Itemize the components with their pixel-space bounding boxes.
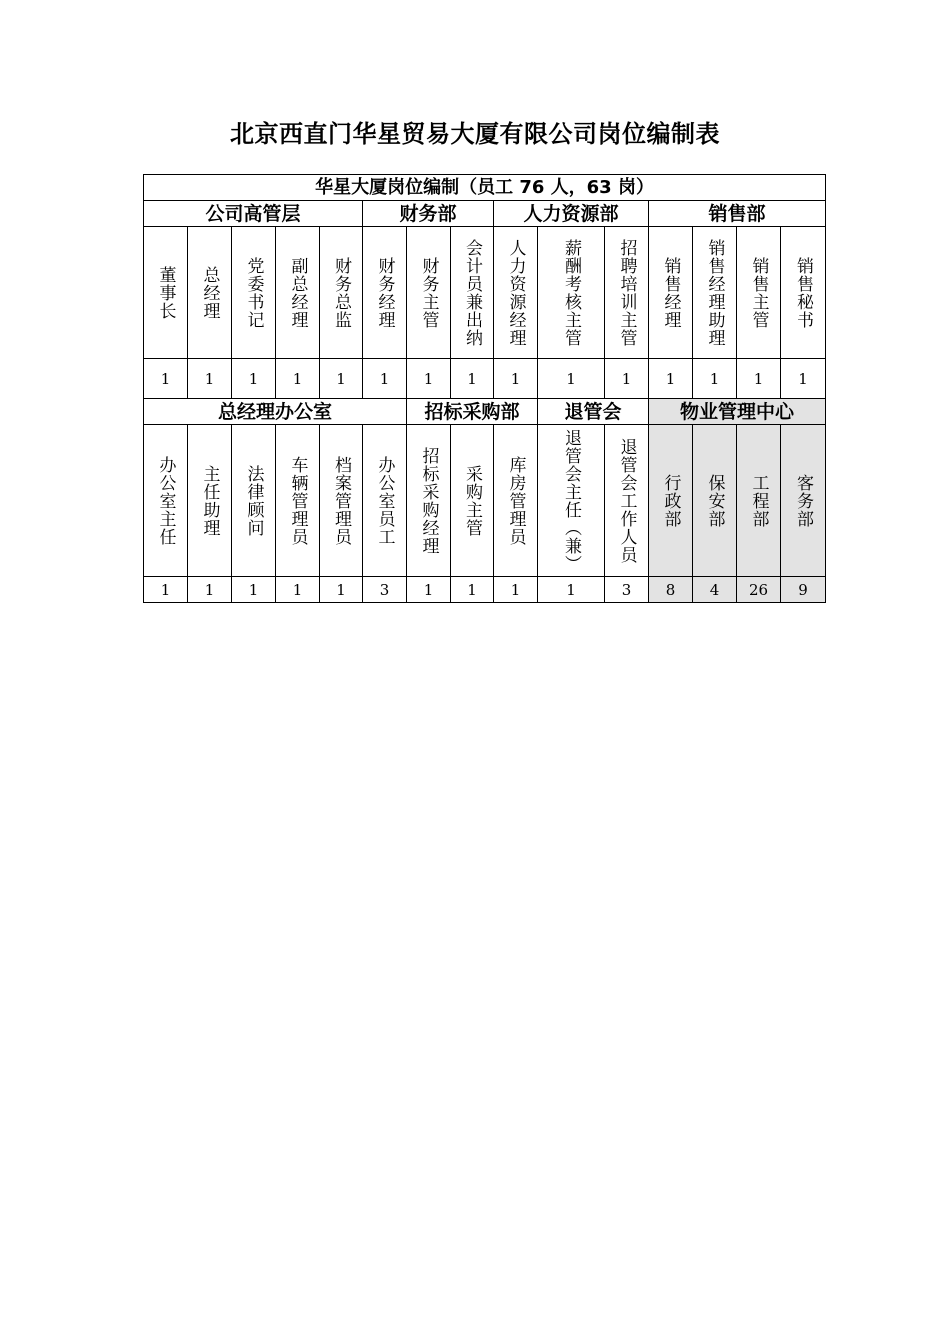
position-label: 董事长 bbox=[155, 265, 176, 320]
headcount-cell: 1 bbox=[407, 577, 451, 603]
headcount-cell: 1 bbox=[232, 359, 276, 399]
headcount-cell: 1 bbox=[188, 577, 232, 603]
headcount-cell: 1 bbox=[693, 359, 737, 399]
position-label: 总经理 bbox=[199, 265, 220, 320]
headcount-cell: 9 bbox=[781, 577, 826, 603]
group-header: 总经理办公室 bbox=[144, 399, 407, 425]
headcount-cell: 1 bbox=[649, 359, 693, 399]
position-label: 招标采购经理 bbox=[418, 446, 439, 555]
position-label: 招聘培训主管 bbox=[616, 238, 637, 347]
section1-group-row bbox=[144, 201, 826, 227]
position-label: 法律顾问 bbox=[243, 464, 264, 537]
headcount-cell: 1 bbox=[451, 359, 494, 399]
group-header: 退管会 bbox=[538, 399, 649, 425]
position-label: 会计员兼出纳 bbox=[462, 238, 482, 347]
position-label: 副总经理 bbox=[287, 256, 308, 329]
headcount-cell: 1 bbox=[494, 577, 538, 603]
headcount-cell: 26 bbox=[737, 577, 781, 603]
headcount-cell: 1 bbox=[144, 359, 188, 399]
position-label: 薪酬考核主管 bbox=[561, 238, 581, 347]
position-label: 销售经理 bbox=[660, 256, 681, 329]
position-label: 销售主管 bbox=[748, 256, 769, 329]
position-label: 客务部 bbox=[793, 473, 814, 528]
group-header: 财务部 bbox=[363, 201, 494, 227]
headcount-cell: 1 bbox=[781, 359, 826, 399]
headcount-cell: 1 bbox=[320, 359, 363, 399]
position-label: 工程部 bbox=[748, 473, 769, 528]
headcount-cell: 1 bbox=[538, 577, 605, 603]
headcount-cell: 1 bbox=[232, 577, 276, 603]
headcount-cell: 1 bbox=[737, 359, 781, 399]
headcount-cell: 4 bbox=[693, 577, 737, 603]
headcount-cell: 1 bbox=[363, 359, 407, 399]
caption-row bbox=[144, 175, 826, 201]
position-label: 财务经理 bbox=[374, 256, 395, 329]
document-title: 北京西直门华星贸易大厦有限公司岗位编制表 bbox=[230, 120, 720, 148]
position-label: 销售秘书 bbox=[793, 256, 814, 329]
group-header: 销售部 bbox=[649, 201, 826, 227]
headcount-cell: 1 bbox=[605, 359, 649, 399]
section2-position-row bbox=[144, 425, 826, 577]
position-label: 销售经理助理 bbox=[704, 238, 725, 347]
position-label: 退管会主任（兼） bbox=[561, 428, 581, 573]
group-header: 公司高管层 bbox=[144, 201, 363, 227]
headcount-cell: 1 bbox=[538, 359, 605, 399]
headcount-cell: 8 bbox=[649, 577, 693, 603]
position-label: 主任助理 bbox=[199, 464, 220, 537]
position-label: 车辆管理员 bbox=[287, 455, 308, 546]
position-label: 退管会工作人员 bbox=[616, 437, 637, 564]
headcount-cell: 3 bbox=[363, 577, 407, 603]
position-label: 财务总监 bbox=[331, 256, 351, 329]
staffing-table bbox=[143, 174, 826, 603]
position-label: 人力资源经理 bbox=[505, 238, 526, 347]
group-header: 人力资源部 bbox=[494, 201, 649, 227]
section2-group-row bbox=[144, 399, 826, 425]
headcount-cell: 1 bbox=[276, 577, 320, 603]
section2-count-row bbox=[144, 577, 826, 603]
position-label: 库房管理员 bbox=[505, 455, 526, 546]
group-header: 招标采购部 bbox=[407, 399, 538, 425]
position-label: 行政部 bbox=[660, 473, 681, 528]
headcount-cell: 1 bbox=[451, 577, 494, 603]
position-label: 办公室主任 bbox=[155, 455, 176, 546]
headcount-cell: 1 bbox=[320, 577, 363, 603]
position-label: 采购主管 bbox=[462, 464, 482, 537]
table-caption: 华星大厦岗位编制（员工 76 人，63 岗） bbox=[144, 175, 826, 201]
position-label: 保安部 bbox=[704, 473, 725, 528]
position-label: 党委书记 bbox=[243, 256, 264, 329]
position-label: 档案管理员 bbox=[331, 455, 351, 546]
position-label: 财务主管 bbox=[418, 256, 439, 329]
headcount-cell: 1 bbox=[144, 577, 188, 603]
group-header: 物业管理中心 bbox=[649, 399, 826, 425]
headcount-cell: 3 bbox=[605, 577, 649, 603]
headcount-cell: 1 bbox=[407, 359, 451, 399]
headcount-cell: 1 bbox=[276, 359, 320, 399]
section1-count-row bbox=[144, 359, 826, 399]
section1-position-row bbox=[144, 227, 826, 359]
position-label: 办公室员工 bbox=[374, 455, 395, 546]
headcount-cell: 1 bbox=[494, 359, 538, 399]
headcount-cell: 1 bbox=[188, 359, 232, 399]
